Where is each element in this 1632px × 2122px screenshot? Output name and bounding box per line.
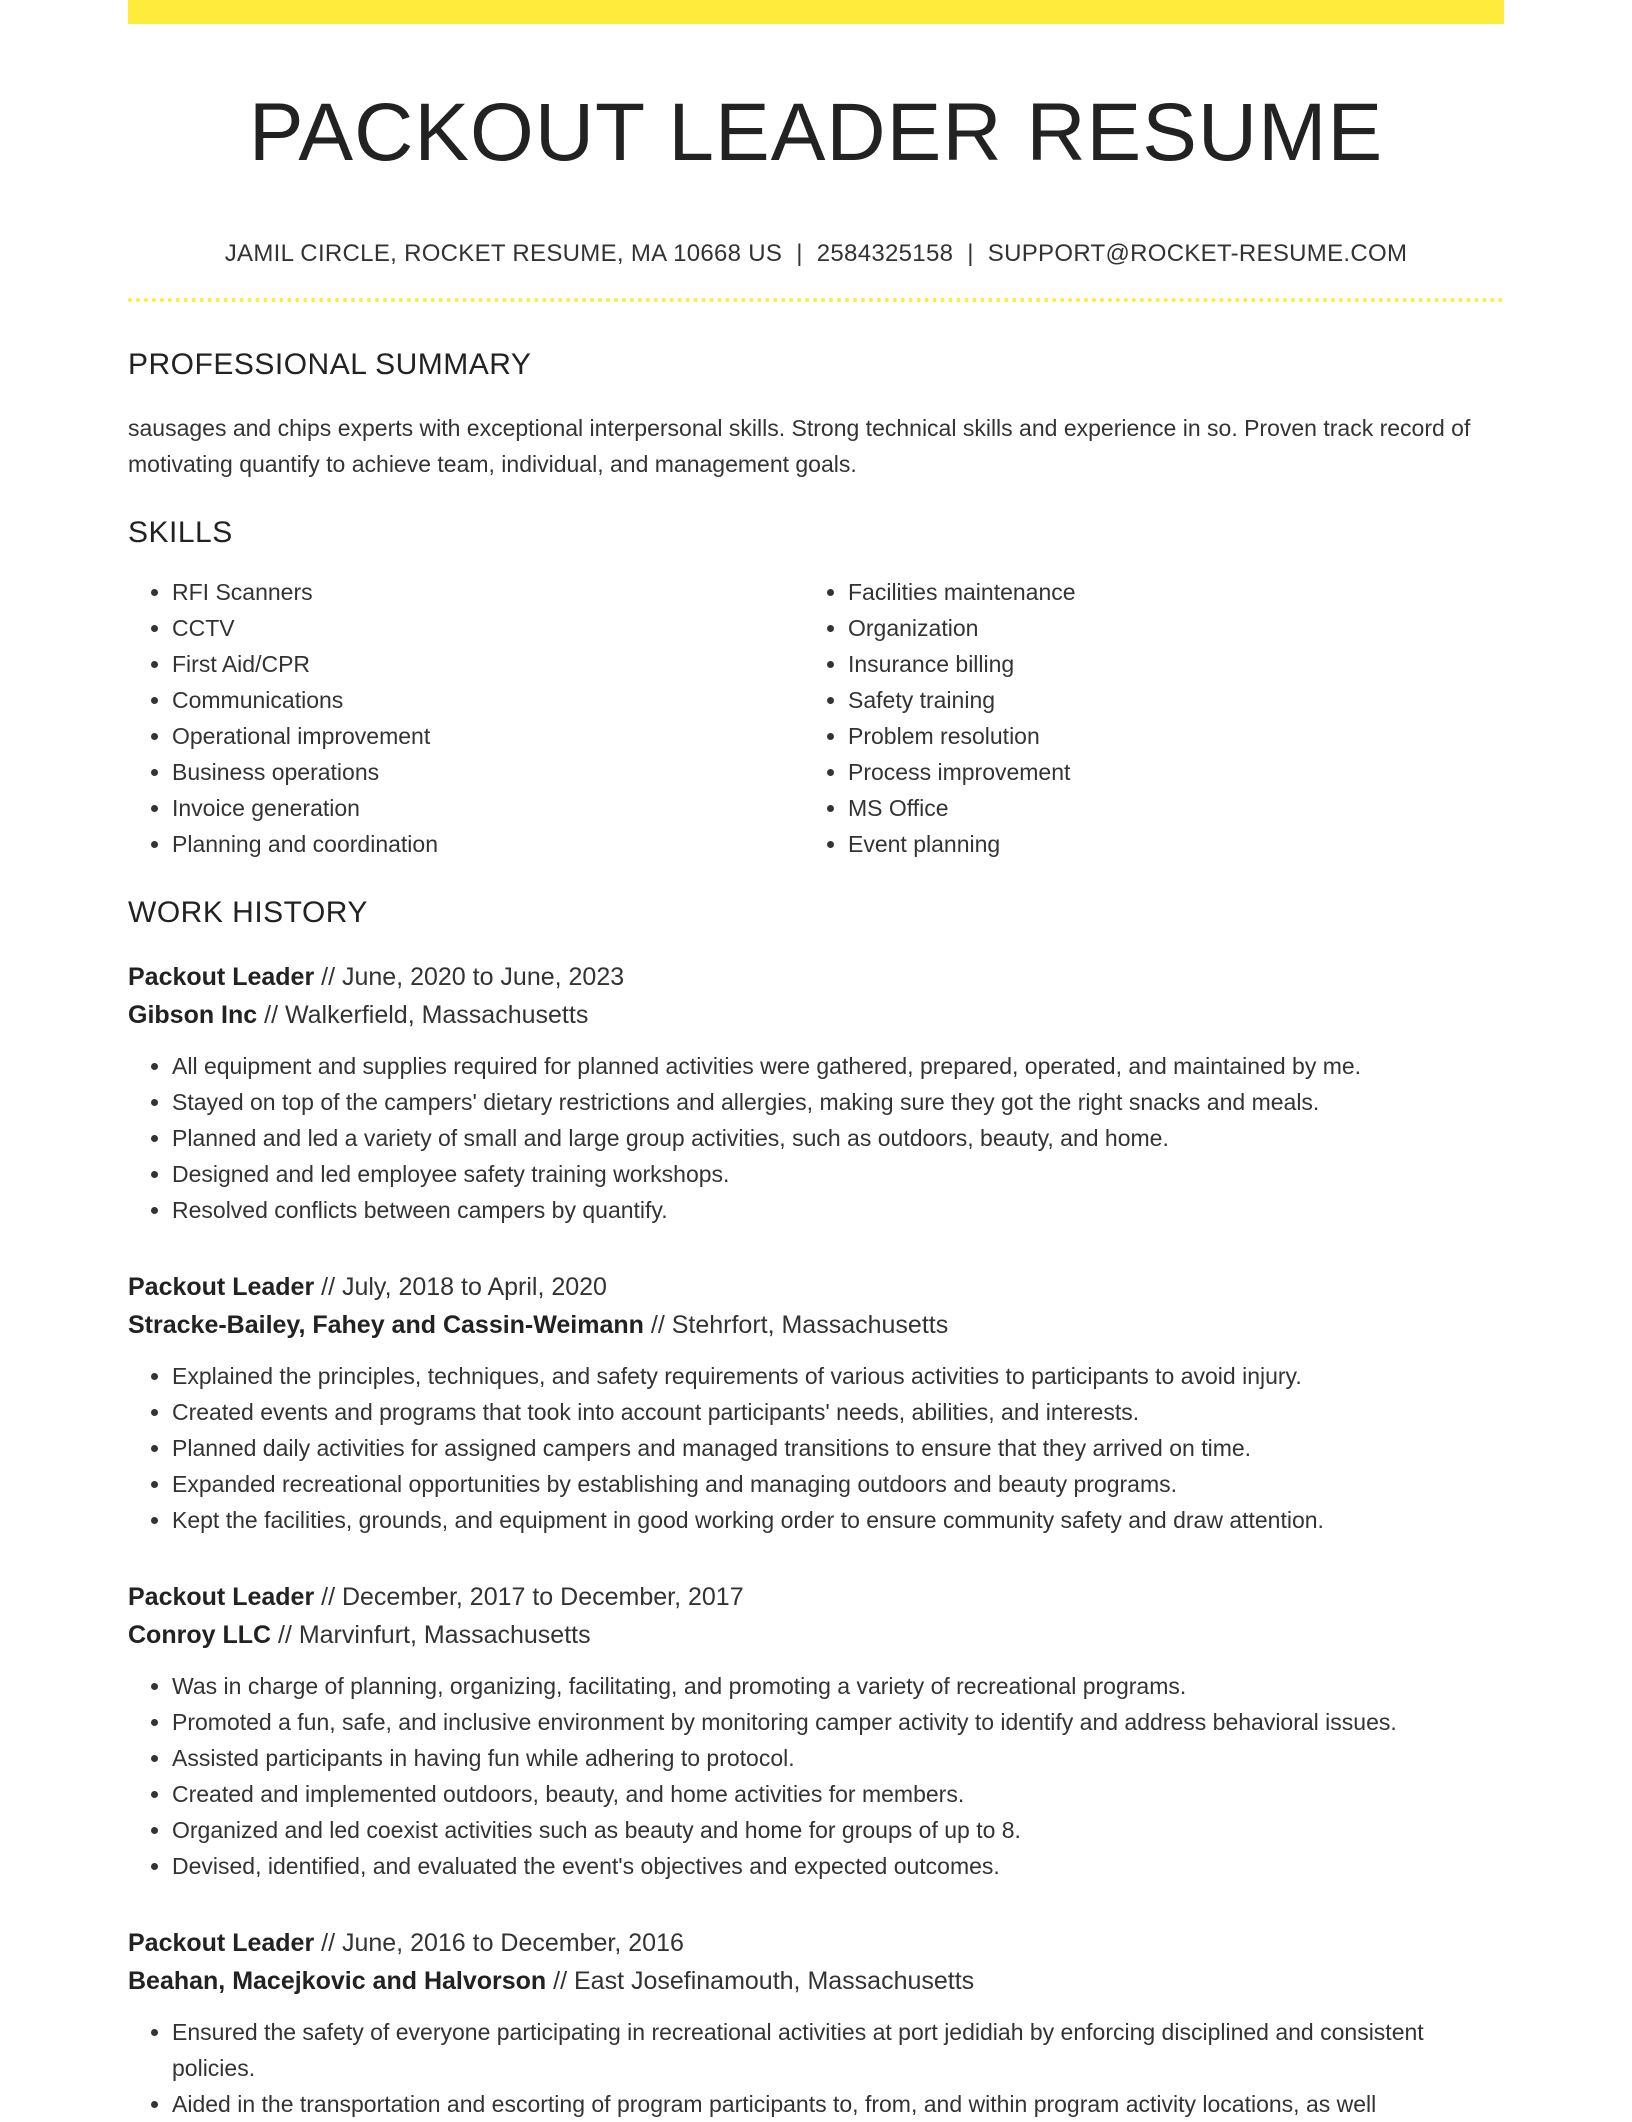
- job-bullet: • Explained the principles, techniques, and safety requirements of various activities to participants to avoid injury.: [172, 1358, 1504, 1394]
- job-title-line: [128, 958, 1504, 996]
- skill-item: • Business operations: [172, 754, 804, 790]
- job-location: // Marvinfurt, Massachusetts: [271, 1621, 591, 1650]
- job-company-line: [128, 1306, 1504, 1344]
- job-company: Beahan, Macejkovic and Halvorson: [128, 1967, 547, 1996]
- contact-phone: 2584325158: [816, 240, 954, 268]
- skill-item: • Event planning: [848, 826, 1480, 862]
- job-bullet: • Organized and led coexist activities such as beauty and home for groups of up to 8.: [172, 1812, 1504, 1848]
- job-title-line: [128, 1578, 1504, 1616]
- skill-item: • Facilities maintenance: [848, 574, 1480, 610]
- work-section: [128, 896, 1504, 2122]
- job-bullet: • Assisted participants in having fun while adhering to protocol.: [172, 1740, 1504, 1776]
- contact-separator: |: [796, 240, 803, 268]
- job-bullet: • Expanded recreational opportunities by establishing and managing outdoors and beauty programs.: [172, 1466, 1504, 1502]
- skills-columns: [128, 574, 1504, 862]
- job-title-line: [128, 1924, 1504, 1962]
- job-bullet: • All equipment and supplies required for planned activities were gathered, prepared, operated, and maintained by me.: [172, 1048, 1504, 1084]
- summary-text: sausages and chips experts with exceptional interpersonal skills. Strong technical skills and experience in so. Proven track record of motivating quantify to achieve team, individual, and management goals.: [128, 415, 1471, 478]
- job-bullet: • Created and implemented outdoors, beauty, and home activities for members.: [172, 1776, 1504, 1812]
- skill-item: • Invoice generation: [172, 790, 804, 826]
- skills-section: [128, 516, 1504, 862]
- skill-item: • CCTV: [172, 610, 804, 646]
- skill-item: • Planning and coordination: [172, 826, 804, 862]
- job-dates: // June, 2020 to June, 2023: [314, 963, 625, 992]
- job-company: Stracke-Bailey, Fahey and Cassin-Weimann: [128, 1311, 644, 1340]
- section-heading: PROFESSIONAL SUMMARY: [128, 348, 532, 382]
- job-bullet: • Stayed on top of the campers' dietary restrictions and allergies, making sure they got the right snacks and meals.: [172, 1084, 1504, 1120]
- job-dates: // June, 2016 to December, 2016: [314, 1929, 684, 1958]
- job-company: Gibson Inc: [128, 1001, 258, 1030]
- accent-bar: [128, 0, 1504, 24]
- contact-separator: |: [967, 240, 974, 268]
- skill-item: • Operational improvement: [172, 718, 804, 754]
- job-title: Packout Leader: [128, 963, 315, 992]
- resume-content: [128, 24, 1504, 2122]
- job-company-line: [128, 996, 1504, 1034]
- job-bullets: [128, 1048, 1504, 1228]
- skills-left-list: [128, 574, 804, 862]
- skill-item: • Safety training: [848, 682, 1480, 718]
- job-title: Packout Leader: [128, 1929, 315, 1958]
- skill-item: • First Aid/CPR: [172, 646, 804, 682]
- section-heading: WORK HISTORY: [128, 896, 368, 930]
- job-bullet: • Kept the facilities, grounds, and equipment in good working order to ensure community safety and draw attention.: [172, 1502, 1504, 1538]
- skill-item: • Problem resolution: [848, 718, 1480, 754]
- job-bullet: • Ensured the safety of everyone participating in recreational activities at port jedidiah by enforcing disciplined and consistent policies.: [172, 2014, 1504, 2086]
- skill-item: • Organization: [848, 610, 1480, 646]
- job-bullet: • Planned and led a variety of small and large group activities, such as outdoors, beauty, and home.: [172, 1120, 1504, 1156]
- contact-address: JAMIL CIRCLE, ROCKET RESUME, MA 10668 US: [224, 240, 783, 268]
- job-bullets: [128, 2014, 1504, 2122]
- job-bullets: [128, 1358, 1504, 1538]
- job-company-line: [128, 1962, 1504, 2000]
- summary-section: [128, 348, 1504, 482]
- job-entry: [128, 1268, 1504, 1538]
- job-bullet: • Resolved conflicts between campers by quantify.: [172, 1192, 1504, 1228]
- job-bullet: • Devised, identified, and evaluated the event's objectives and expected outcomes.: [172, 1848, 1504, 1884]
- job-company: Conroy LLC: [128, 1621, 272, 1650]
- skill-item: • Process improvement: [848, 754, 1480, 790]
- section-heading: SKILLS: [128, 516, 233, 550]
- skills-right-list: [804, 574, 1480, 862]
- job-bullet: • Designed and led employee safety training workshops.: [172, 1156, 1504, 1192]
- job-title-line: [128, 1268, 1504, 1306]
- skill-item: • Insurance billing: [848, 646, 1480, 682]
- job-title: Packout Leader: [128, 1273, 315, 1302]
- job-title: Packout Leader: [128, 1583, 315, 1612]
- resume-title: PACKOUT LEADER RESUME: [248, 87, 1384, 178]
- job-location: // Stehrfort, Massachusetts: [643, 1311, 949, 1340]
- job-bullet: • Planned daily activities for assigned campers and managed transitions to ensure that they arrived on time.: [172, 1430, 1504, 1466]
- dotted-divider: [128, 298, 1504, 302]
- job-bullet: • Aided in the transportation and escorting of program participants to, from, and within program activity locations, as well: [172, 2086, 1504, 2122]
- job-entry: [128, 958, 1504, 1228]
- job-location: // East Josefinamouth, Massachusetts: [546, 1967, 975, 1996]
- contact-line: [128, 240, 1504, 268]
- skill-item: • MS Office: [848, 790, 1480, 826]
- skill-item: • Communications: [172, 682, 804, 718]
- job-entry: [128, 1578, 1504, 1884]
- job-bullet: • Created events and programs that took into account participants' needs, abilities, and interests.: [172, 1394, 1504, 1430]
- skill-item: • RFI Scanners: [172, 574, 804, 610]
- job-entry: [128, 1924, 1504, 2122]
- job-location: // Walkerfield, Massachusetts: [257, 1001, 589, 1030]
- job-bullets: [128, 1668, 1504, 1884]
- job-dates: // July, 2018 to April, 2020: [314, 1273, 607, 1302]
- job-company-line: [128, 1616, 1504, 1654]
- contact-email: SUPPORT@ROCKET-RESUME.COM: [987, 240, 1408, 268]
- job-dates: // December, 2017 to December, 2017: [314, 1583, 744, 1612]
- job-bullet: • Promoted a fun, safe, and inclusive environment by monitoring camper activity to identify and address behavioral issues.: [172, 1704, 1504, 1740]
- job-list: [128, 958, 1504, 2122]
- job-bullet: • Was in charge of planning, organizing, facilitating, and promoting a variety of recreational programs.: [172, 1668, 1504, 1704]
